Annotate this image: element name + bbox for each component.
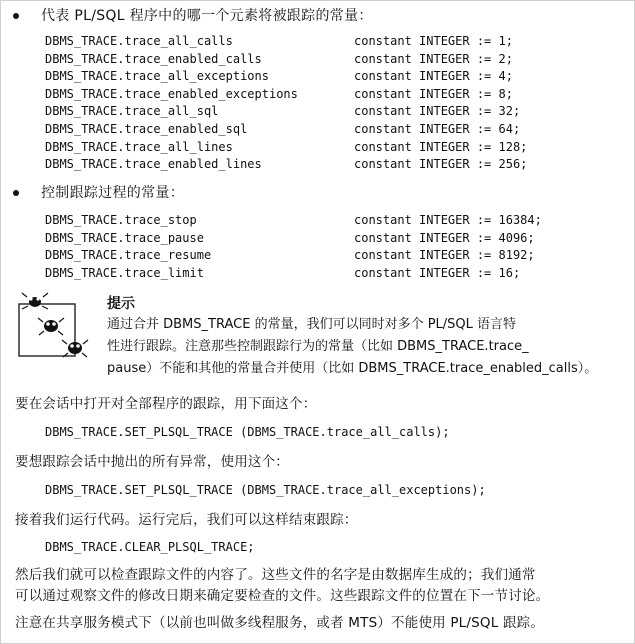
heading-text: 代表 PL/SQL 程序中的哪一个元素将被跟踪的常量： — [41, 8, 373, 24]
paragraph-line: 然后我们就可以检查跟踪文件的内容了。这些文件的名字是由数据库生成的；我们通常 — [15, 567, 536, 583]
paragraph-line: 可以通过观察文件的修改日期来确定要检查的文件。这些跟踪文件的位置在下一节讨论。 — [15, 588, 550, 604]
paragraph — [15, 565, 627, 607]
constant-value: constant INTEGER := 2; — [354, 51, 513, 66]
constant-value: constant INTEGER := 16384; — [354, 213, 542, 227]
tip-body — [107, 314, 627, 380]
tip-line: pause）不能和其他的常量合并使用（比如 DBMS_TRACE.trace_enabled_calls）。 — [107, 361, 598, 376]
constant-value: constant INTEGER := 4096; — [354, 230, 535, 245]
constant-name: DBMS_TRACE.trace_all_exceptions — [45, 69, 269, 84]
tip-line: 性进行跟踪。注意那些控制跟踪行为的常量（比如 DBMS_TRACE.trace_ — [107, 339, 529, 354]
paragraph: 要在会话中打开对全部程序的跟踪，用下面这个： — [15, 396, 317, 412]
bullet-dot-icon — [13, 13, 19, 19]
constant-value: constant INTEGER := 64; — [354, 121, 521, 136]
heading-text: 控制跟踪过程的常量： — [41, 185, 184, 201]
tip-title: 提示 — [107, 296, 135, 312]
constant-name: DBMS_TRACE.trace_resume — [45, 248, 212, 263]
constant-value: constant INTEGER := 8192; — [354, 248, 535, 263]
constant-name: DBMS_TRACE.trace_enabled_calls — [45, 51, 262, 66]
constant-value: constant INTEGER := 32; — [354, 104, 521, 119]
bullet-heading-2 — [13, 184, 184, 202]
tip-line: 通过合并 DBMS_TRACE 的常量，我们可以同时对多个 PL/SQL 语言特 — [107, 317, 517, 332]
constant-value: constant INTEGER := 1; — [354, 34, 513, 48]
constant-value: constant INTEGER := 128; — [354, 139, 528, 154]
constant-name: DBMS_TRACE.trace_enabled_exceptions — [45, 86, 298, 101]
paragraph: 注意在共享服务模式下（以前也叫做多线程服务，或者 MTS）不能使用 PL/SQL 跟踪。 — [15, 615, 545, 631]
constant-value: constant INTEGER := 256; — [354, 157, 528, 172]
constant-name: DBMS_TRACE.trace_pause — [45, 230, 204, 245]
constant-name: DBMS_TRACE.trace_all_calls — [45, 34, 233, 48]
constant-value: constant INTEGER := 4; — [354, 69, 513, 84]
code-line: DBMS_TRACE.SET_PLSQL_TRACE (DBMS_TRACE.trace_all_exceptions); — [45, 483, 486, 497]
constant-name: DBMS_TRACE.trace_enabled_sql — [45, 121, 248, 136]
tip-bugs-icon — [13, 290, 95, 368]
paragraph: 接着我们运行代码。运行完后，我们可以这样结束跟踪： — [15, 512, 358, 528]
constant-name: DBMS_TRACE.trace_enabled_lines — [45, 157, 262, 172]
bullet-dot-icon — [13, 190, 19, 196]
constant-name: DBMS_TRACE.trace_all_lines — [45, 139, 233, 154]
paragraph: 要想跟踪会话中抛出的所有异常，使用这个： — [15, 454, 289, 470]
constant-name: DBMS_TRACE.trace_stop — [45, 213, 197, 227]
constant-name: DBMS_TRACE.trace_all_sql — [45, 104, 219, 119]
code-line: DBMS_TRACE.SET_PLSQL_TRACE (DBMS_TRACE.trace_all_calls); — [45, 425, 450, 439]
constant-value: constant INTEGER := 16; — [354, 265, 521, 280]
constant-name: DBMS_TRACE.trace_limit — [45, 265, 204, 280]
constant-value: constant INTEGER := 8; — [354, 86, 513, 101]
bullet-heading-1 — [13, 7, 373, 25]
code-line: DBMS_TRACE.CLEAR_PLSQL_TRACE; — [45, 540, 255, 554]
